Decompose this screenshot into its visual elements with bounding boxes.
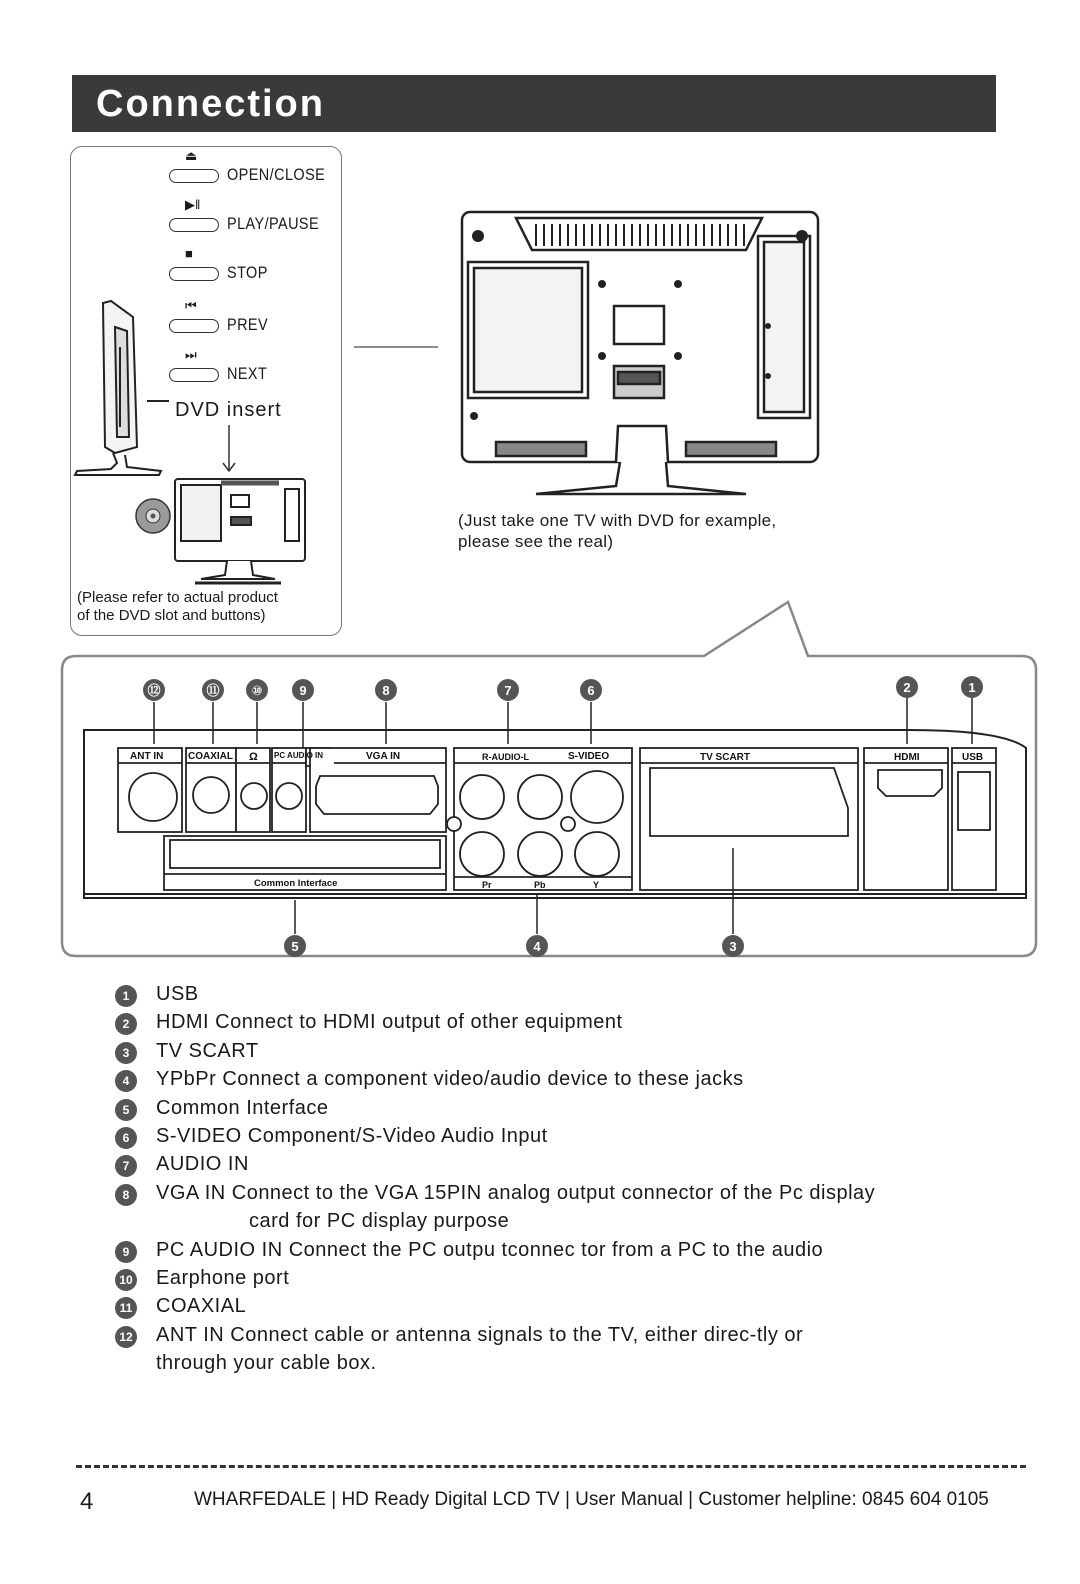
common-interface-slot: [170, 840, 440, 868]
callout-7: [497, 679, 519, 701]
legend-text: Common Interface: [156, 1096, 329, 1119]
next-label: NEXT: [227, 364, 268, 383]
button-pill: [169, 267, 219, 281]
coaxial-label: COAXIAL: [188, 751, 233, 762]
svg-text:7: 7: [504, 683, 512, 698]
svg-text:⑪: ⑪: [206, 683, 220, 698]
svg-text:1: 1: [968, 680, 976, 695]
callout-9: [292, 679, 314, 701]
usb-label: USB: [962, 752, 984, 763]
callout-4: [526, 935, 548, 957]
legend-text: Earphone port: [156, 1266, 290, 1289]
pr-jack: [460, 832, 504, 876]
legend-item-ant-in: [112, 1323, 1012, 1351]
legend-number: 5: [115, 1099, 137, 1121]
legend-number: 7: [115, 1155, 137, 1177]
callout-8: [375, 679, 397, 701]
example-note-line-1: (Just take one TV with DVD for example,: [458, 511, 777, 530]
legend-number: 4: [115, 1070, 137, 1092]
small-tv-back-icon: [175, 479, 305, 583]
legend-item-pc-audio-in: [112, 1238, 1012, 1266]
common-interface-label: Common Interface: [254, 878, 338, 889]
audio-l-jack: [518, 775, 562, 819]
pc-audio-socket: [276, 783, 302, 809]
legend-number: 8: [115, 1184, 137, 1206]
dvd-controls-panel: [70, 146, 342, 636]
page-number: 4: [80, 1488, 94, 1515]
example-note-line-2: please see the real): [458, 532, 614, 551]
legend-item-usb: [112, 982, 1012, 1010]
legend-number: 3: [115, 1042, 137, 1064]
play-pause-label: PLAY/PAUSE: [227, 214, 320, 233]
eject-icon: ⏏: [185, 148, 198, 163]
svg-text:8: 8: [382, 683, 390, 698]
callout-6: [580, 679, 602, 701]
audio-r-jack: [460, 775, 504, 819]
footer-divider: [76, 1465, 1026, 1468]
callout-2: [896, 676, 918, 698]
pb-jack: [518, 832, 562, 876]
legend-text: ANT IN Connect cable or antenna signals to the TV, either direc-tly or: [156, 1323, 804, 1346]
legend-number: 6: [115, 1127, 137, 1149]
legend-number: 12: [115, 1326, 137, 1348]
legend-text: PC AUDIO IN Connect the PC outpu tconnec tor from a PC to the audio: [156, 1238, 824, 1261]
legend-text: USB: [156, 983, 199, 1005]
tv-scart-port: [650, 768, 848, 836]
dvd-note-line-1: (Please refer to actual product: [77, 589, 278, 606]
legend-text: COAXIAL: [156, 1295, 247, 1318]
stop-icon: ■: [185, 246, 193, 261]
legend-item-vga-in: [112, 1181, 1012, 1209]
ant-in-label: ANT IN: [130, 751, 164, 762]
legend-number: 11: [115, 1297, 137, 1319]
play-pause-icon: ▶ǁ: [185, 197, 201, 212]
coaxial-socket: [193, 777, 229, 813]
svg-text:9: 9: [299, 683, 307, 698]
insert-arrow-icon: [223, 425, 235, 471]
svg-text:⑫: ⑫: [147, 683, 161, 698]
button-pill: [169, 169, 219, 183]
legend-text: VGA IN Connect to the VGA 15PIN analog output connector of the Pc display: [156, 1181, 876, 1204]
leader-line: [352, 340, 442, 350]
callout-5: [284, 935, 306, 957]
tv-side-profile-icon: [75, 301, 169, 475]
svg-text:⑩: ⑩: [251, 683, 263, 698]
legend-text-continued: through your cable box.: [156, 1352, 377, 1375]
legend-number: 1: [115, 985, 137, 1007]
legend-text: YPbPr Connect a component video/audio device to these jacks: [156, 1068, 744, 1091]
callout-1: [961, 676, 983, 698]
prev-label: PREV: [227, 315, 269, 334]
connection-legend: [112, 982, 1012, 1379]
legend-text: HDMI Connect to HDMI output of other equipment: [156, 1011, 623, 1034]
callout-3: [722, 935, 744, 957]
legend-item-tv-scart: [112, 1039, 1012, 1067]
s-video-label: S-VIDEO: [568, 751, 610, 762]
r-audio-l-label: R-AUDIO-L: [482, 752, 529, 762]
legend-item-ant-in-continued: [112, 1351, 1012, 1379]
earphone-label-icon: Ω: [249, 751, 258, 763]
next-icon: ⏭: [185, 347, 197, 362]
vga-in-label: VGA IN: [366, 751, 401, 762]
legend-item-hdmi: [112, 1010, 1012, 1038]
legend-number: 9: [115, 1241, 137, 1263]
vent-slats-icon: [536, 224, 744, 246]
hdmi-label: HDMI: [894, 752, 920, 763]
legend-item-earphone: [112, 1266, 1012, 1294]
legend-text: TV SCART: [156, 1039, 259, 1062]
legend-item-coaxial: [112, 1294, 1012, 1322]
dvd-note-line-2: of the DVD slot and buttons): [77, 607, 266, 624]
footer-text: WHARFEDALE | HD Ready Digital LCD TV | User Manual | Customer helpline: 0845 604 0105: [194, 1489, 989, 1510]
y-label: Y: [593, 880, 600, 890]
legend-item-audio-in: [112, 1152, 1012, 1180]
small-screw: [447, 817, 461, 831]
pr-label: Pr: [482, 880, 492, 890]
legend-item-ypbpr: [112, 1067, 1012, 1095]
prev-icon: ⏮: [185, 298, 197, 313]
svg-text:2: 2: [903, 680, 911, 695]
dvd-insert-label: DVD insert: [175, 399, 282, 421]
callout-10: [246, 679, 268, 701]
legend-text: S-VIDEO Component/S-Video Audio Input: [156, 1124, 548, 1147]
vga-port: [316, 776, 438, 814]
tv-rear-illustration: [456, 206, 826, 502]
ant-in-socket: [129, 773, 177, 821]
legend-item-common-interface: [112, 1096, 1012, 1124]
legend-number: 10: [115, 1269, 137, 1291]
tv-side-and-back-illustration: [71, 287, 339, 587]
y-jack: [575, 832, 619, 876]
hdmi-port: [878, 770, 942, 796]
earphone-socket: [241, 783, 267, 809]
open-close-label: OPEN/CLOSE: [227, 165, 326, 184]
svg-text:5: 5: [291, 939, 299, 954]
svg-text:3: 3: [729, 939, 737, 954]
stop-label: STOP: [227, 263, 268, 282]
section-header-bar: [72, 75, 996, 132]
svg-text:6: 6: [587, 683, 595, 698]
example-note: [458, 510, 776, 552]
legend-number: 2: [115, 1013, 137, 1035]
legend-item-s-video: [112, 1124, 1012, 1152]
pb-label: Pb: [534, 880, 546, 890]
callout-12: [143, 679, 165, 701]
connector-panel-diagram: [58, 596, 1042, 962]
legend-text-continued: card for PC display purpose: [249, 1210, 510, 1233]
callout-11: [202, 679, 224, 701]
tv-scart-label: TV SCART: [700, 752, 750, 763]
pc-audio-in-label: PC AUDIO IN: [274, 751, 324, 760]
usb-port: [958, 772, 990, 830]
legend-text: AUDIO IN: [156, 1153, 249, 1176]
s-video-jack: [571, 771, 623, 823]
page-title: Connection: [96, 83, 325, 125]
legend-item-vga-in-continued: [112, 1209, 1012, 1237]
svg-text:4: 4: [533, 939, 541, 954]
disc-icon: [136, 499, 170, 533]
button-pill: [169, 218, 219, 232]
small-screw: [561, 817, 575, 831]
